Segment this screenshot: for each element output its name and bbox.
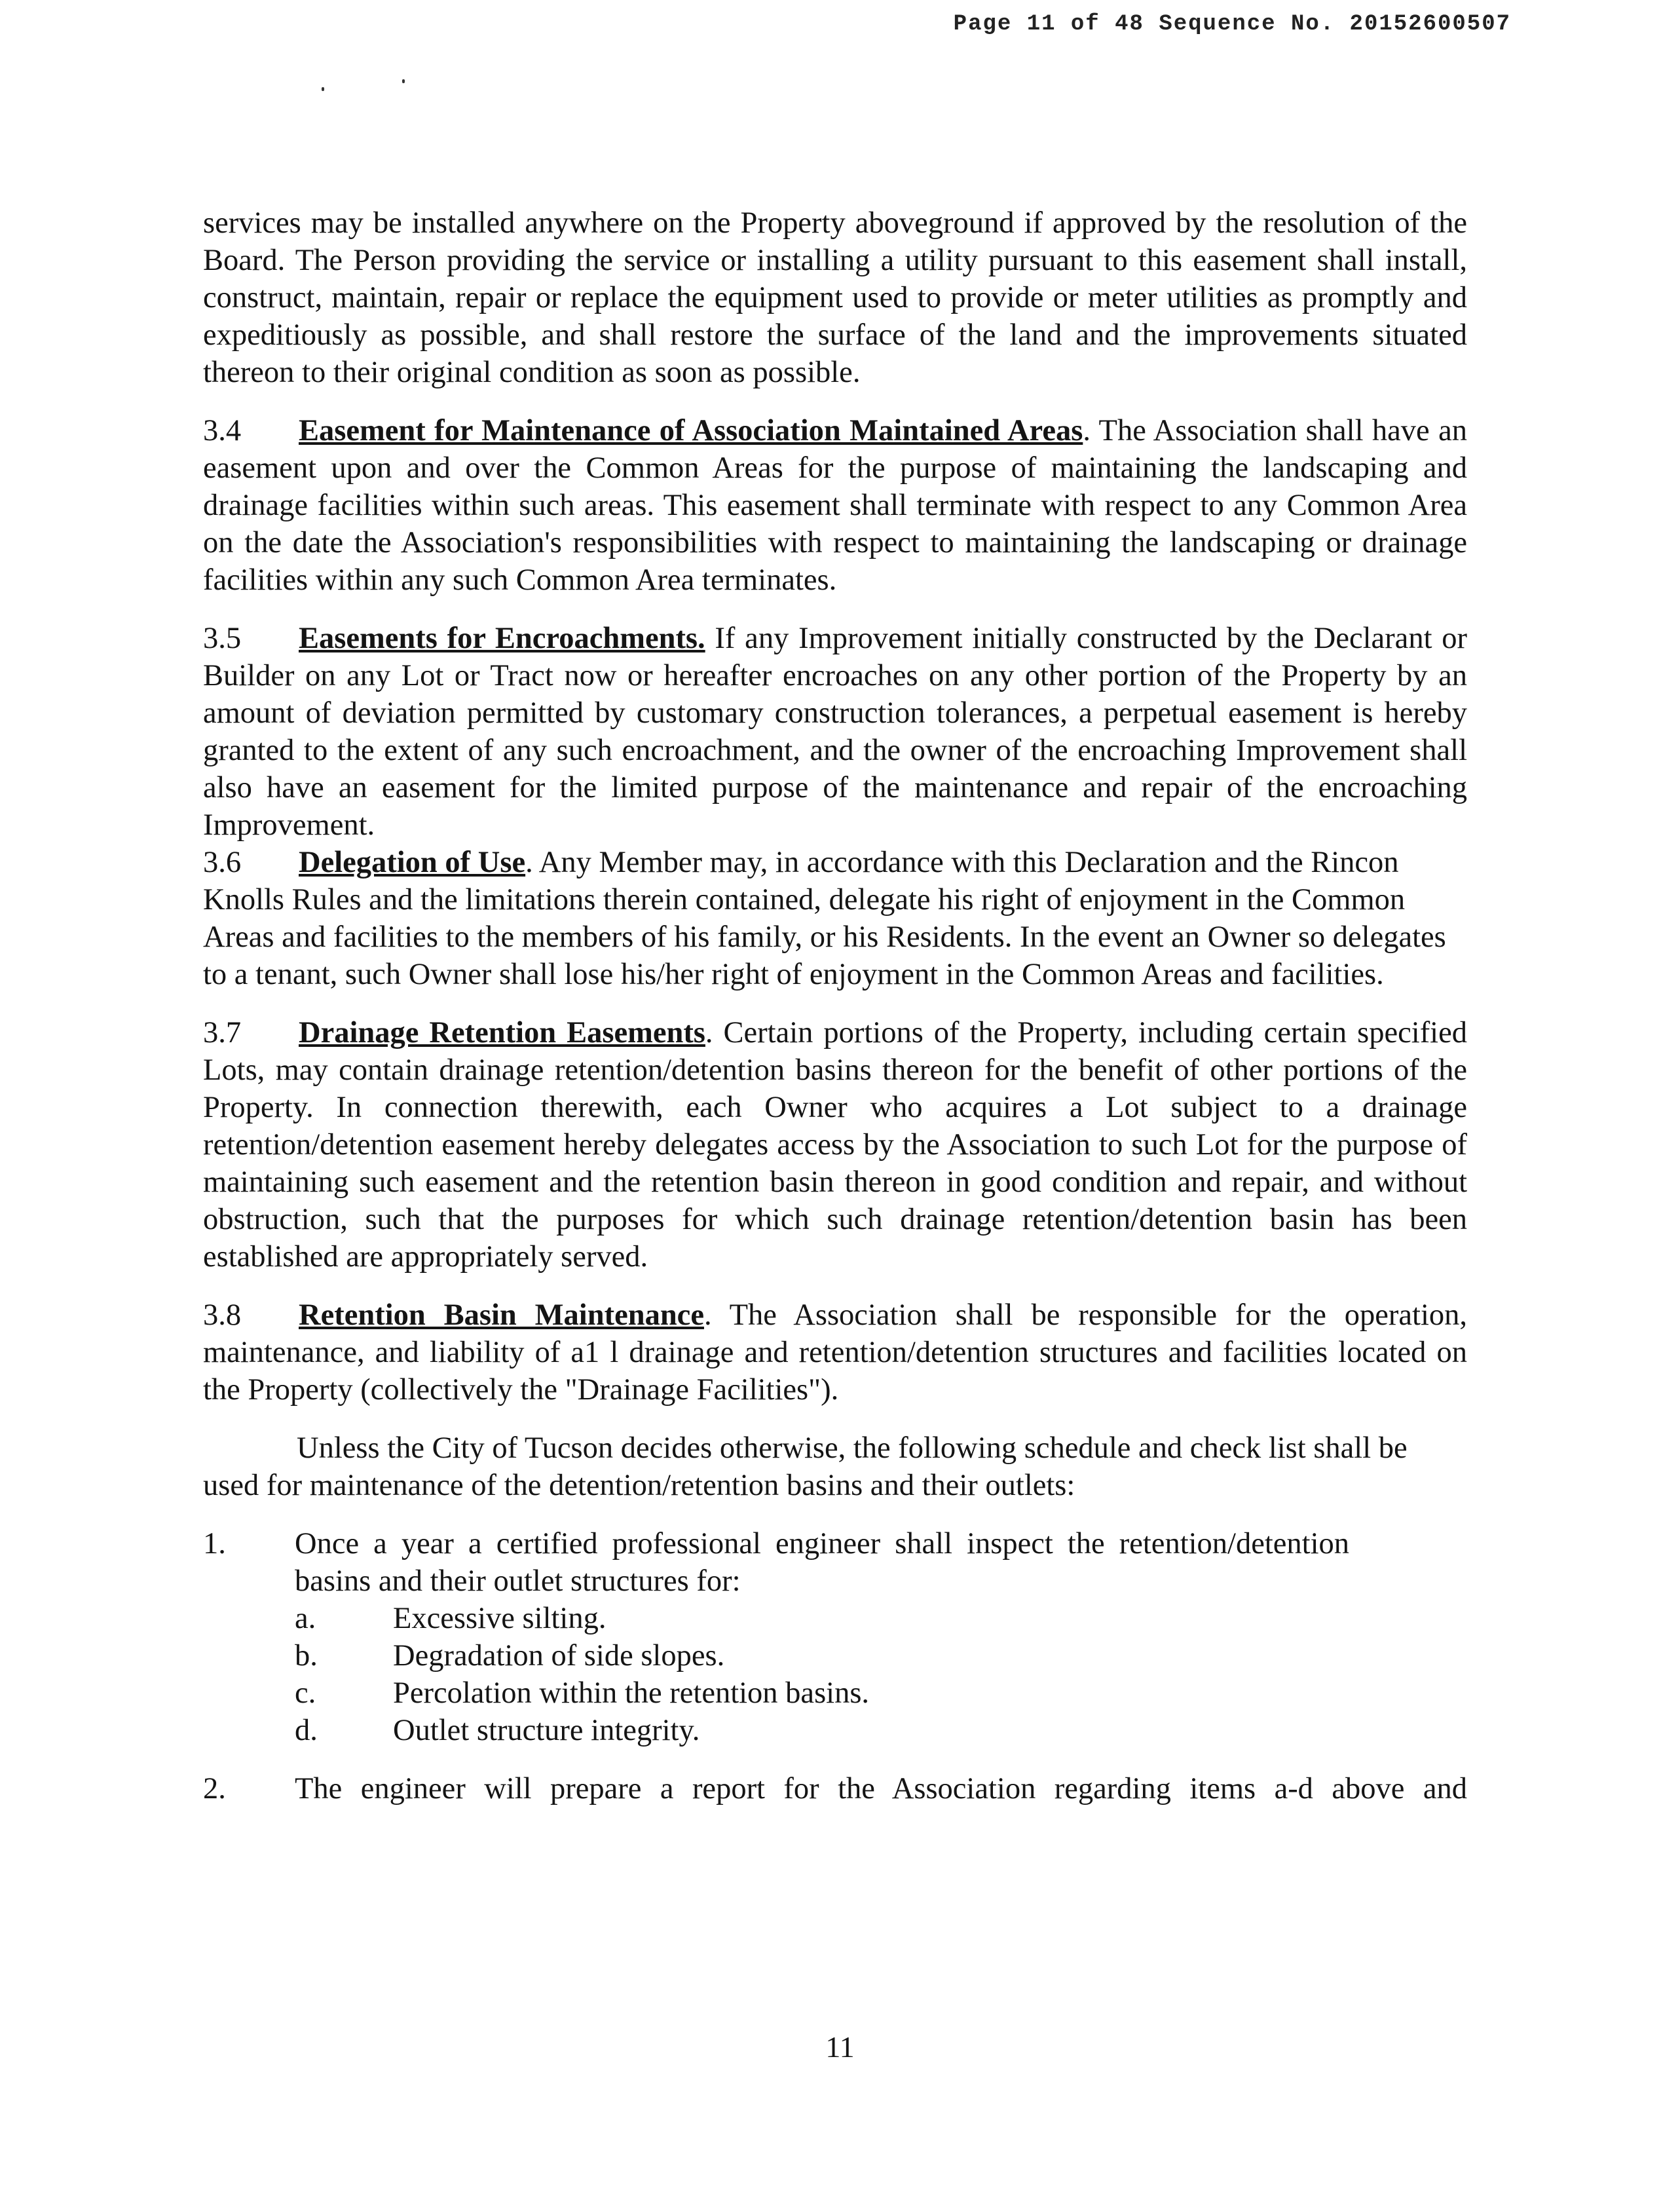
section-heading-punct: . [525,846,533,879]
section-text: Certain portions of the Property, including certain specified Lots, may contain drainage retention/detention basins thereon for the benefit of other portions of the Property. In connection therewith, each Owner who acquires a Lot subject to a drainage retention/detention easement hereby delegates access by the Association to such Lot for the purpose of maintaining such easement and the retention basin thereon in good condition and repair, and without obstruction, such that the purposes for which such drainage retention/detention basin has been established are appropriately served. [203,1016,1467,1274]
section-heading: Retention Basin Maintenance [299,1298,704,1332]
sub-text: Excessive silting. [393,1602,607,1635]
list-number: 2. [203,1772,226,1805]
section-heading: Easements for Encroachments. [299,622,705,655]
section-heading: Easement for Maintenance of Association Maintained Areas [299,414,1083,447]
section-text: If any Improvement initially constructed by the Declarant or Builder on any Lot or Tract now or hereafter encroaches on any other portion of the Property by an amount of deviation permitted by customary construction tolerances, a perpetual easement is hereby granted to the extent of any such encroachment, and the owner of the encroaching Improvement shall also have an easement for the limited purpose of the maintenance and repair of the encroaching Improvement. [203,622,1467,842]
section-heading: Delegation of Use [299,846,526,879]
list-number: 1. [203,1527,226,1560]
section-heading-punct: . [705,1016,713,1049]
section-3-5 [203,620,1467,844]
sub-list-item [295,1600,1467,1637]
sub-list-item [295,1712,1467,1749]
page-header: Page 11 of 48 Sequence No. 20152600507 [953,12,1511,37]
section-text: The Association shall have an easement upon and over the Common Areas for the purpose of maintaining the landscaping and drainage facilities within such areas. This easement shall terminate with respect to any Common Area on the date the Association's responsibilities with respect to maintaining the landscaping or drainage facilities within any such Common Area terminates. [203,414,1467,597]
sub-letter: d. [295,1714,318,1747]
sub-letter: a. [295,1602,316,1635]
section-number: 3.4 [203,414,242,447]
list-item-1 [203,1525,1467,1749]
section-heading: Drainage Retention Easements [299,1016,705,1049]
intro-paragraph: Unless the City of Tucson decides otherwise, the following schedule and check list shall be used for maintenance of the detention/retention basins and their outlets: [203,1431,1408,1502]
section-number: 3.8 [203,1298,242,1332]
sub-letter: b. [295,1639,318,1672]
sub-text: Outlet structure integrity. [393,1714,700,1747]
sub-list [295,1600,1467,1749]
list-text: The engineer will prepare a report for the Association regarding items a-d above and [295,1772,1467,1805]
sub-list-item [295,1674,1467,1712]
document-body [203,204,1467,1828]
continuation-paragraph: services may be installed anywhere on the Property aboveground if approved by the resolution of the Board. The Person providing the service or installing a utility pursuant to this easement shall install, construct, maintain, repair or replace the equipment used to provide or meter utilities as promptly and expeditiously as possible, and shall restore the surface of the land and the improvements situated thereon to their original condition as soon as possible. [203,206,1467,389]
section-text: Any Member may, in accordance with this Declaration and the Rincon Knolls Rules and the limitations therein contained, delegate his right of enjoyment in the Common Areas and facilities to the members of his family, or his Residents. In the event an Owner so delegates to a tenant, such Owner shall lose his/her right of enjoyment in the Common Areas and facilities. [203,846,1446,991]
section-heading-punct: . [703,1298,712,1332]
section-number: 3.6 [203,846,242,879]
section-3-6 [203,844,1467,993]
sub-list-item [295,1637,1467,1674]
sub-text: Percolation within the retention basins. [393,1676,870,1710]
list-item-2 [203,1770,1467,1807]
list-text: Once a year a certified professional engineer shall inspect the retention/detention basins and their outlet structures for: [295,1527,1349,1598]
section-3-7 [203,1014,1467,1276]
section-heading-punct: . [1083,414,1091,447]
sub-letter: c. [295,1676,316,1710]
section-number: 3.7 [203,1016,242,1049]
sub-text: Degradation of side slopes. [393,1639,725,1672]
section-3-8 [203,1296,1467,1408]
section-number: 3.5 [203,622,242,655]
section-3-4 [203,412,1467,599]
page-number: 11 [825,2030,855,2064]
section-text: The Association shall be responsible for the operation, maintenance, and liability of a1 l drainage and retention/detention structures and facilities located on the Property (collectively the "Drainage Facilities"). [203,1298,1467,1407]
